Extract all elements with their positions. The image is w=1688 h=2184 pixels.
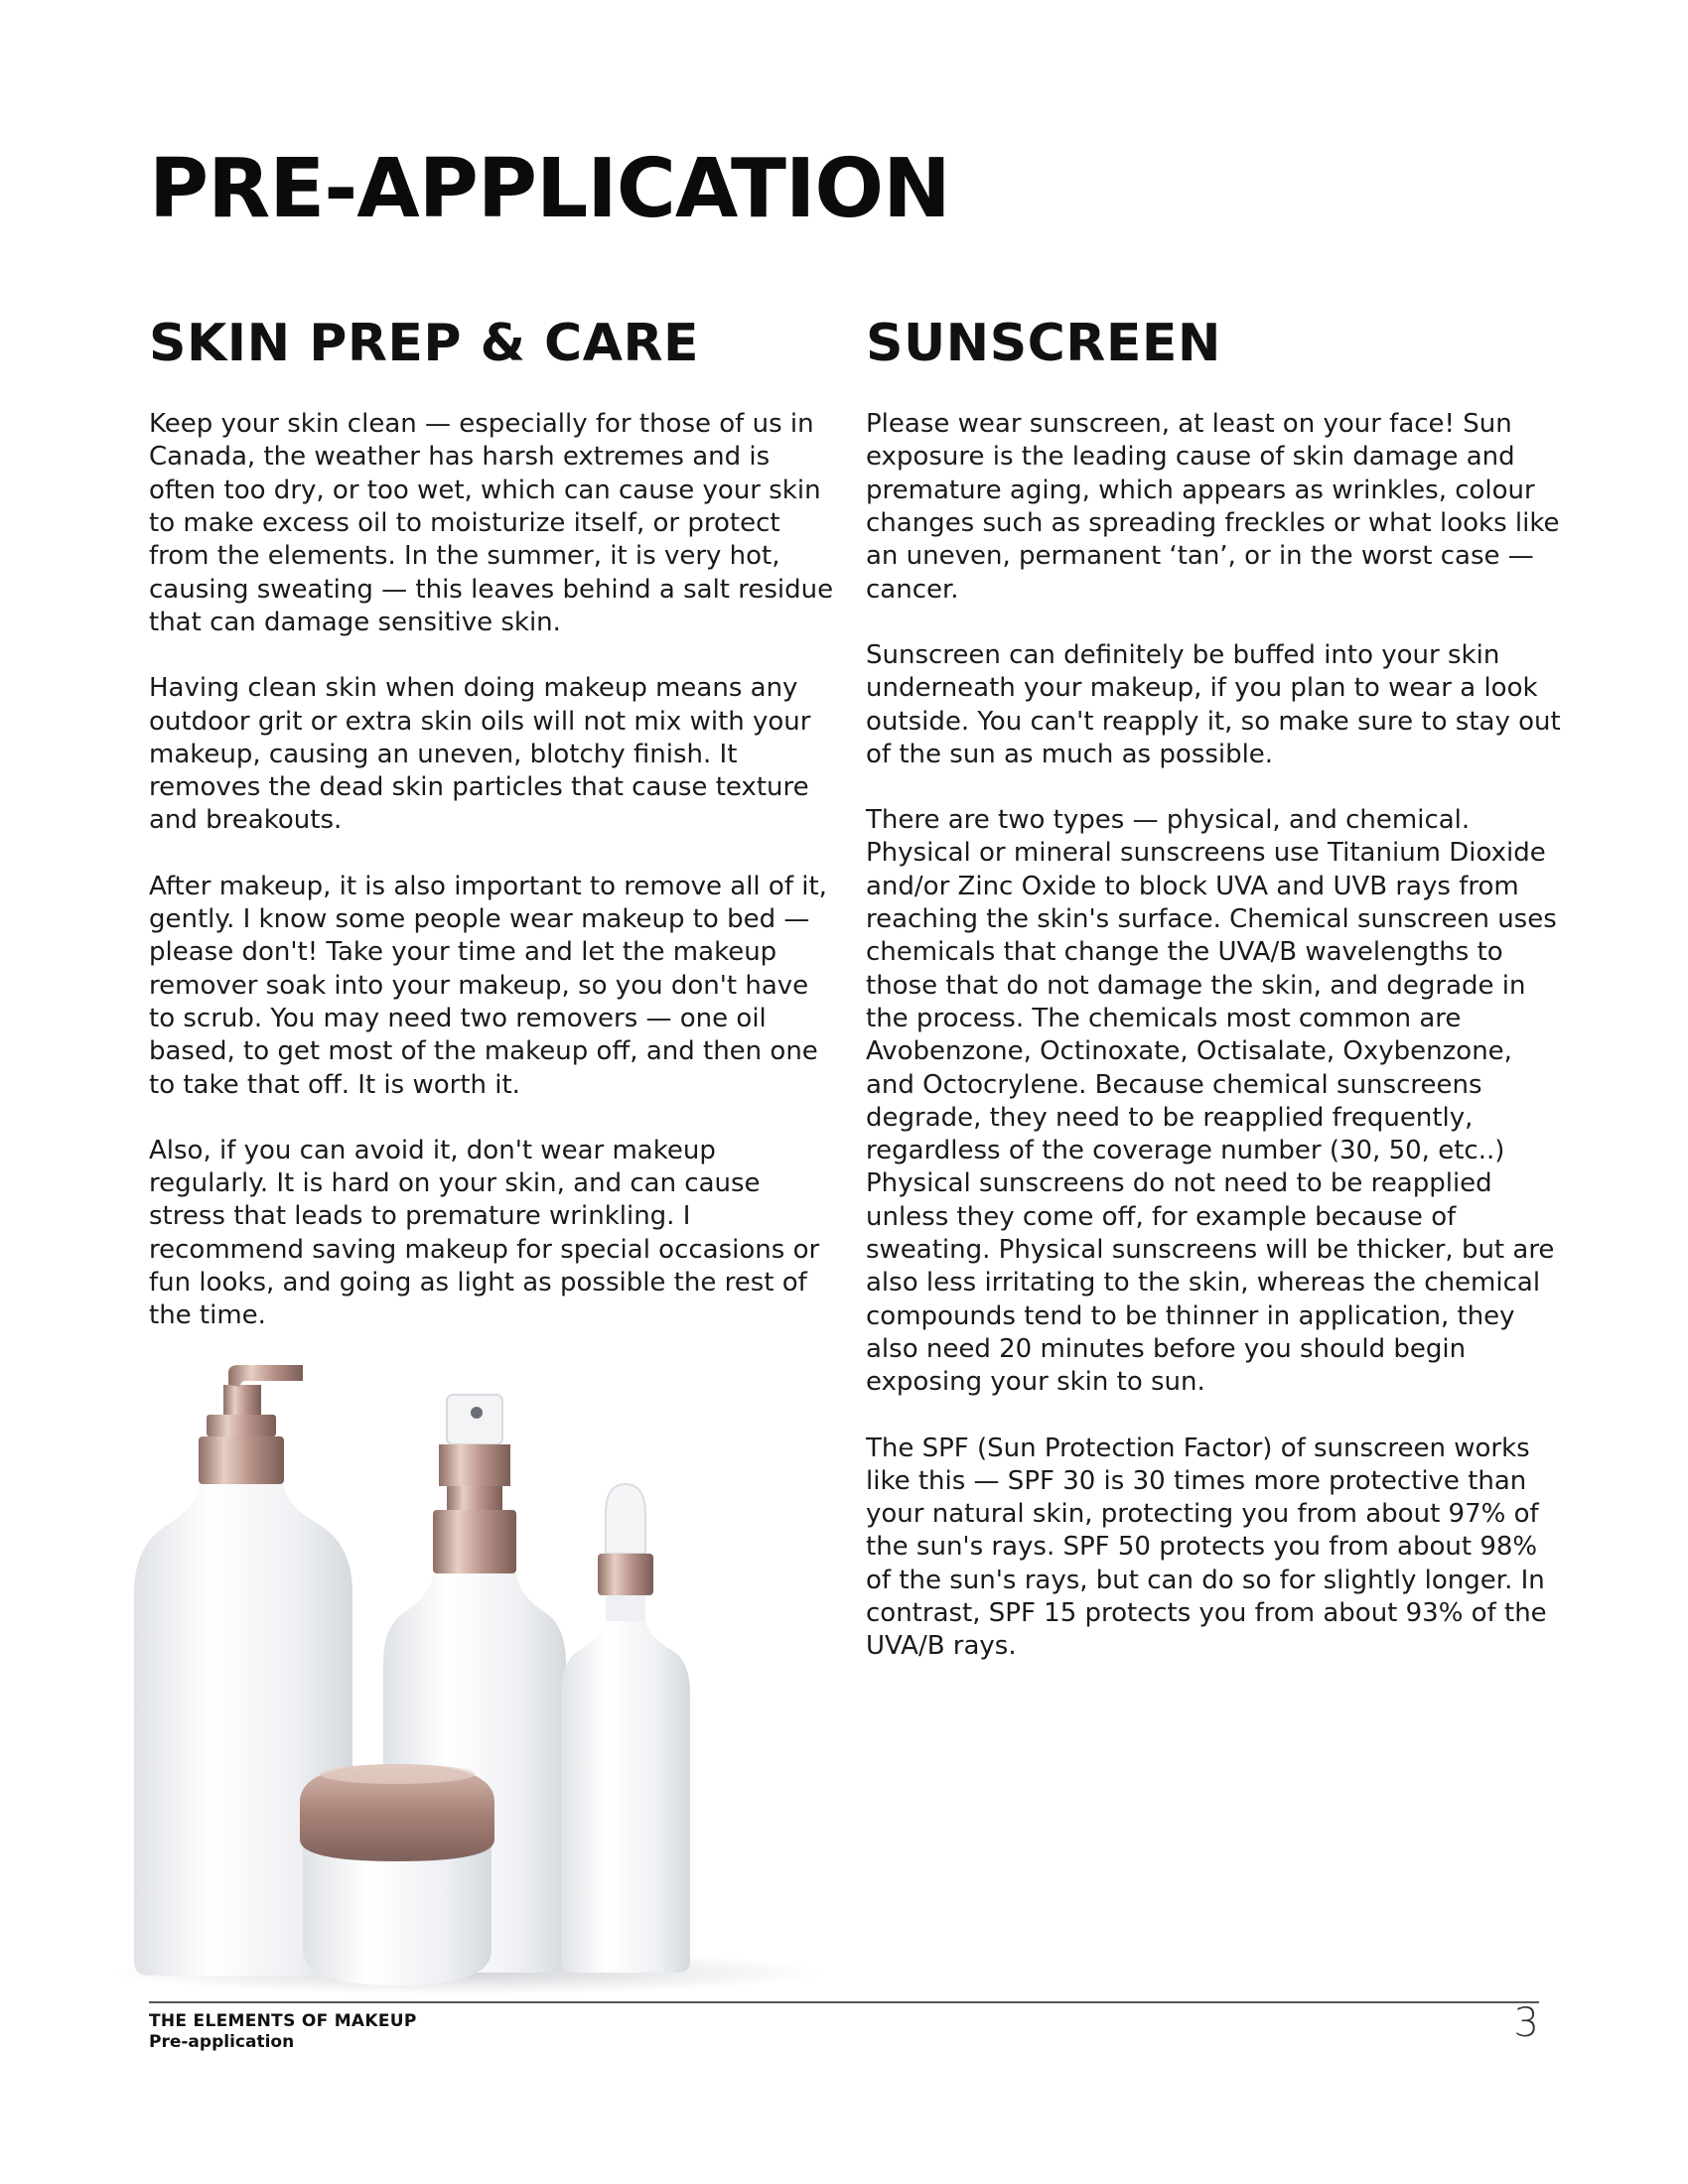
skincare-bottles-illustration	[70, 1365, 824, 2000]
paragraph: There are two types — physical, and chemical. Physical or mineral sunscreens use Titanium Dioxide and/or Zinc Oxide to block UVA and UVB rays from reaching the skin's surface. Chemical sunscreen uses chemicals that change the UVA/B wavelengths to those that do not damage the skin, and degrade in the process. The chemicals most common are Avobenzone, Octinoxate, Octisalate, Oxybenzone, and Octocrylene. Because chemical sunscreens degrade, they need to be reapplied frequently, regardless of the coverage number (30, 50, etc..) Physical sunscreens do not need to be reapplied unless they come off, for example because of sweating. Physical sunscreens will be thicker, but are also less irritating to the skin, whereas the chemical compounds tend to be thinner in application, they also need 20 minutes before you should begin exposing your skin to sun.	[866, 805, 1557, 1398]
section-heading-skin-prep: SKIN PREP & CARE	[149, 314, 700, 373]
footer-divider	[149, 2001, 1539, 2003]
footer-book-title: THE ELEMENTS OF MAKEUP	[149, 2011, 417, 2031]
paragraph: Keep your skin clean — especially for those of us in Canada, the weather has harsh extremes and is often too dry, or too wet, which can cause your skin to make excess oil to moisturize itself, or protect from the elements. In the summer, it is very hot, causing sweating — this leaves behind a salt residue that can damage sensitive skin.	[149, 409, 834, 637]
cream-jar	[300, 1764, 494, 1985]
sunscreen-section	[866, 316, 1561, 1697]
paragraph: The SPF (Sun Protection Factor) of sunscreen works like this — SPF 30 is 30 times more protective than your natural skin, protecting you from about 97% of the sun's rays. SPF 50 protects you from about 98% of the sun's rays, but can do so for slightly longer. In contrast, SPF 15 protects you from about 93% of the UVA/B rays.	[866, 1433, 1547, 1662]
page-number: 3	[1513, 2000, 1539, 2046]
paragraph: Please wear sunscreen, at least on your face! Sun exposure is the leading cause of skin damage and premature aging, which appears as wrinkles, colour changes such as spreading freckles or what looks like an uneven, permanent ‘tan’, or in the worst case — cancer.	[866, 409, 1560, 605]
paragraph: Also, if you can avoid it, don't wear makeup regularly. It is hard on your skin, and can cause stress that leads to premature wrinkling. I recommend saving makeup for special occasions or fun looks, and going as light as possible the rest of the time.	[149, 1135, 820, 1331]
paragraph: Sunscreen can definitely be buffed into your skin underneath your makeup, if you plan to wear a look outside. You can't reapply it, so make sure to stay out of the sun as much as possible.	[866, 639, 1561, 769]
section-heading-sunscreen: SUNSCREEN	[866, 314, 1221, 373]
paragraph: Having clean skin when doing makeup means any outdoor grit or extra skin oils will not mix with your makeup, causing an uneven, blotchy finish. It removes the dead skin particles that cause texture and breakouts.	[149, 673, 811, 836]
paragraph: After makeup, it is also important to remove all of it, gently. I know some people wear makeup to bed — please don't! Take your time and let the makeup remover soak into your makeup, so you don't have to scrub. You may need two removers — one oil based, to get most of the makeup off, and then one to take that off. It is worth it.	[149, 871, 827, 1100]
skin-prep-section	[149, 316, 834, 1366]
dropper-bottle	[561, 1484, 690, 1973]
footer-section-name: Pre-application	[149, 2032, 295, 2052]
page-title: PRE-APPLICATION	[149, 142, 950, 236]
